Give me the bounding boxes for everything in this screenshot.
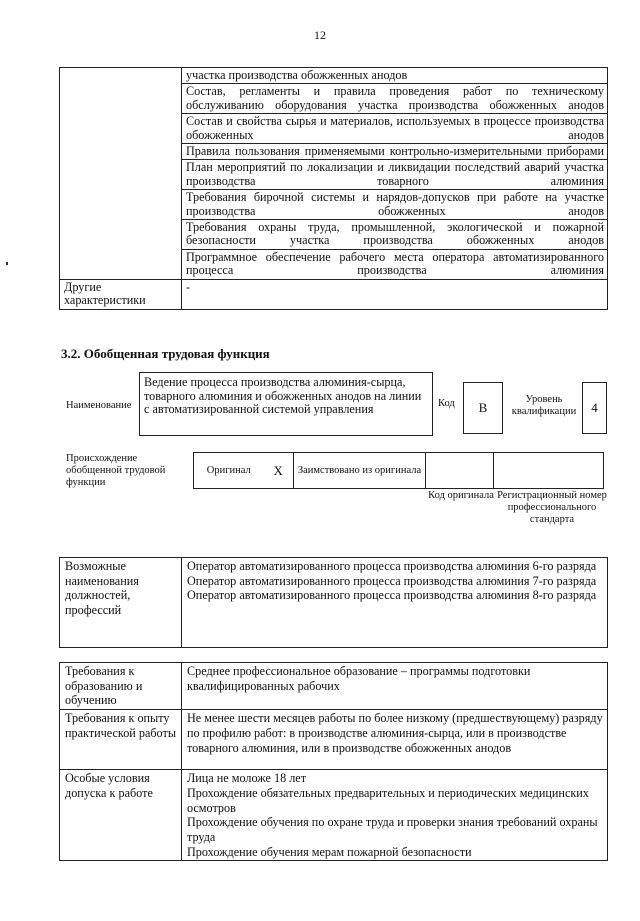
condition-item: Прохождение обязательных предварительных и периодических медицинских осмотров xyxy=(187,785,589,815)
registration-number-caption: Регистрационный номер профессионального стандарта xyxy=(497,490,607,525)
table-row xyxy=(60,710,608,770)
condition-item: Лица не моложе 18 лет xyxy=(187,771,307,786)
left-empty-cell xyxy=(60,68,182,280)
code-value-box: B xyxy=(463,382,503,434)
table-row xyxy=(60,558,608,648)
table-row xyxy=(60,68,608,84)
original-label: Оригинал xyxy=(194,453,264,489)
function-name-box: Ведение процесса производства алюминия-сырца, товарного алюминия и обожженных анодов на линии с автоматизированной системой управления xyxy=(139,372,433,436)
position-item: Оператор автоматизированного процесса производства алюминия 8-го разряда xyxy=(187,588,597,603)
knowledge-item: участка производства обожженных анодов xyxy=(182,68,608,84)
experience-label: Требования к опыту практической работы xyxy=(60,710,182,770)
level-value-box: 4 xyxy=(582,382,607,434)
table-row xyxy=(194,453,604,489)
condition-item: Прохождение обучения по охране труда и проверки знания требований охраны труда xyxy=(187,815,598,844)
name-label: Наименование xyxy=(66,400,132,411)
positions-list xyxy=(182,558,608,648)
original-code-cell xyxy=(426,453,494,489)
knowledge-item: Требования охраны труда, промышленной, экологической и пожарной безопасности участка производства обожженных анодов xyxy=(182,220,608,250)
level-label: Уровень квалификации xyxy=(511,394,577,417)
section-title: 3.2. Обобщенная трудовая функция xyxy=(61,346,270,361)
table-row xyxy=(60,770,608,861)
knowledge-item: Программное обеспечение рабочего места оператора автоматизированного процесса производства алюминия xyxy=(182,249,608,279)
requirements-table xyxy=(59,662,608,861)
conditions-list xyxy=(182,770,608,861)
knowledge-table xyxy=(59,67,608,310)
original-mark: X xyxy=(264,453,294,489)
knowledge-item: Состав и свойства сырья и материалов, используемых в процессе производства обожженных анодов xyxy=(182,114,608,144)
education-label: Требования к образованию и обучению xyxy=(60,663,182,710)
table-row xyxy=(60,279,608,309)
table-row xyxy=(60,663,608,710)
registration-number-cell xyxy=(494,453,604,489)
position-item: Оператор автоматизированного процесса производства алюминия 7-го разряда xyxy=(187,573,597,588)
position-item: Оператор автоматизированного процесса производства алюминия 6-го разряда xyxy=(187,559,597,573)
positions-table xyxy=(59,557,608,648)
knowledge-item: План мероприятий по локализации и ликвидации последствий аварий участка производства товарного алюминия xyxy=(182,160,608,190)
borrowed-label: Заимствовано из оригинала xyxy=(294,453,426,489)
original-code-caption: Код оригинала xyxy=(428,490,494,501)
origin-label: Происхождение обобщенной трудовой функции xyxy=(66,453,166,488)
condition-item: Прохождение обучения мерам пожарной безопасности xyxy=(187,844,472,859)
experience-value: Не менее шести месяцев работы по более низкому (предшествующему) разряду по профилю работ: в производстве алюминия-сырца, или в производстве товарного алюминия, или в производстве обожженных анодов xyxy=(182,710,608,770)
knowledge-item: Состав, регламенты и правила проведения работ по техническому обслуживанию оборудования участка производства обожженных анодов xyxy=(182,84,608,114)
origin-table xyxy=(193,452,604,489)
positions-label: Возможные наименования должностей, профессий xyxy=(60,558,182,648)
stray-mark xyxy=(6,262,8,265)
other-characteristics-label: Другие характеристики xyxy=(60,279,182,309)
education-value: Среднее профессиональное образование – программы подготовки квалифицированных рабочих xyxy=(182,663,608,710)
code-label: Код xyxy=(438,398,455,409)
knowledge-item: Правила пользования применяемыми контрольно-измерительными приборами xyxy=(182,144,608,160)
page-number: 12 xyxy=(314,28,326,42)
conditions-label: Особые условия допуска к работе xyxy=(60,770,182,861)
knowledge-item: Требования бирочной системы и нарядов-допусков при работе на участке производства обожженных анодов xyxy=(182,190,608,220)
other-characteristics-value: - xyxy=(182,279,608,309)
